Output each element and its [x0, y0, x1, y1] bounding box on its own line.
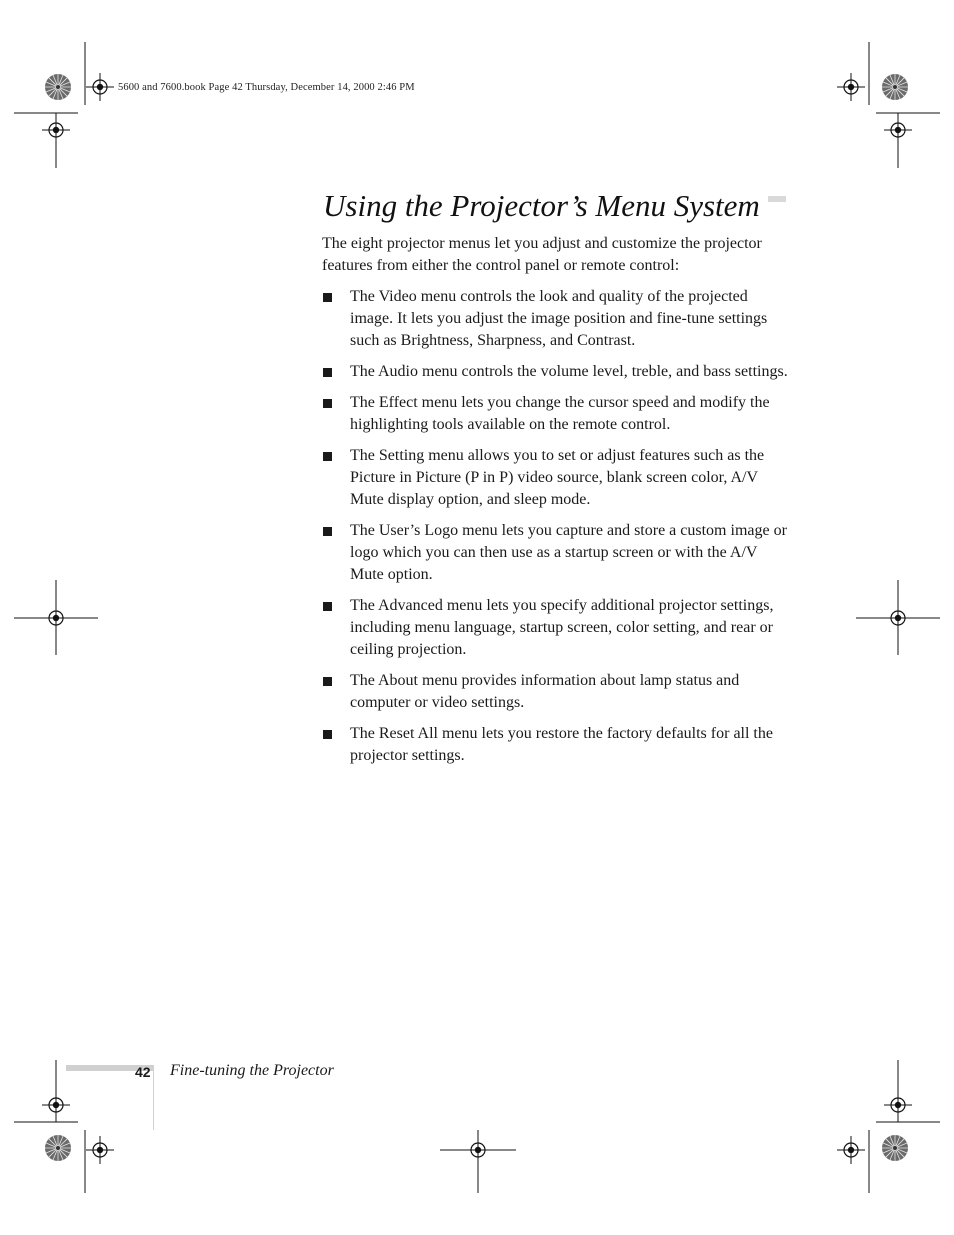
page-title: Using the Projector’s Menu System	[323, 184, 768, 228]
square-bullet-icon	[323, 293, 332, 302]
list-item	[322, 520, 788, 586]
list-item	[322, 361, 788, 383]
list-item-text: The Video menu controls the look and quality of the projected image. It lets you adjust the image position and fine-tune settings such as Brightness, Sharpness, and Contrast.	[350, 288, 768, 349]
list-item-text: The Effect menu lets you change the cursor speed and modify the highlighting tools available on the remote control.	[350, 394, 770, 433]
list-item-text: The Audio menu controls the volume level, treble, and bass settings.	[350, 363, 788, 380]
list-item-text: The Setting menu allows you to set or adjust features such as the Picture in Picture (P in P) video source, blank screen color, A/V Mute display option, and sleep mode.	[350, 447, 765, 508]
registration-mark-icon	[884, 116, 912, 144]
registration-mark-icon	[837, 1136, 865, 1164]
registration-mark-icon	[86, 1136, 114, 1164]
list-item	[322, 595, 788, 661]
color-target-icon	[882, 1135, 908, 1161]
page-number: 42	[135, 1064, 151, 1080]
footer-divider	[153, 1065, 154, 1130]
list-item	[322, 445, 788, 511]
color-target-icon	[882, 74, 908, 100]
menu-list	[322, 286, 788, 776]
registration-mark-icon	[86, 73, 114, 101]
list-item-text: The About menu provides information about lamp status and computer or video settings.	[350, 672, 740, 711]
list-item	[322, 392, 788, 436]
square-bullet-icon	[323, 677, 332, 686]
registration-mark-icon	[42, 116, 70, 144]
registration-mark-icon	[837, 73, 865, 101]
list-item	[322, 670, 788, 714]
square-bullet-icon	[323, 368, 332, 377]
square-bullet-icon	[323, 399, 332, 408]
intro-paragraph: The eight projector menus let you adjust and customize the projector features from either the control panel or remote control:	[322, 235, 762, 274]
list-item	[322, 286, 788, 352]
list-item-text: The Advanced menu lets you specify additional projector settings, including menu language, startup screen, color setting, and rear or ceiling projection.	[350, 597, 774, 658]
color-target-icon	[45, 74, 71, 100]
list-item	[322, 723, 788, 767]
footer-section-title: Fine-tuning the Projector	[170, 1062, 334, 1079]
registration-mark-icon	[884, 1091, 912, 1119]
color-target-icon	[45, 1135, 71, 1161]
square-bullet-icon	[323, 452, 332, 461]
list-item-text: The Reset All menu lets you restore the factory defaults for all the projector settings.	[350, 725, 773, 764]
registration-mark-icon	[42, 1091, 70, 1119]
square-bullet-icon	[323, 730, 332, 739]
square-bullet-icon	[323, 602, 332, 611]
square-bullet-icon	[323, 527, 332, 536]
print-header: 5600 and 7600.book Page 42 Thursday, December 14, 2000 2:46 PM	[118, 82, 415, 93]
list-item-text: The User’s Logo menu lets you capture and store a custom image or logo which you can then use as a startup screen or with the A/V Mute option.	[350, 522, 787, 583]
